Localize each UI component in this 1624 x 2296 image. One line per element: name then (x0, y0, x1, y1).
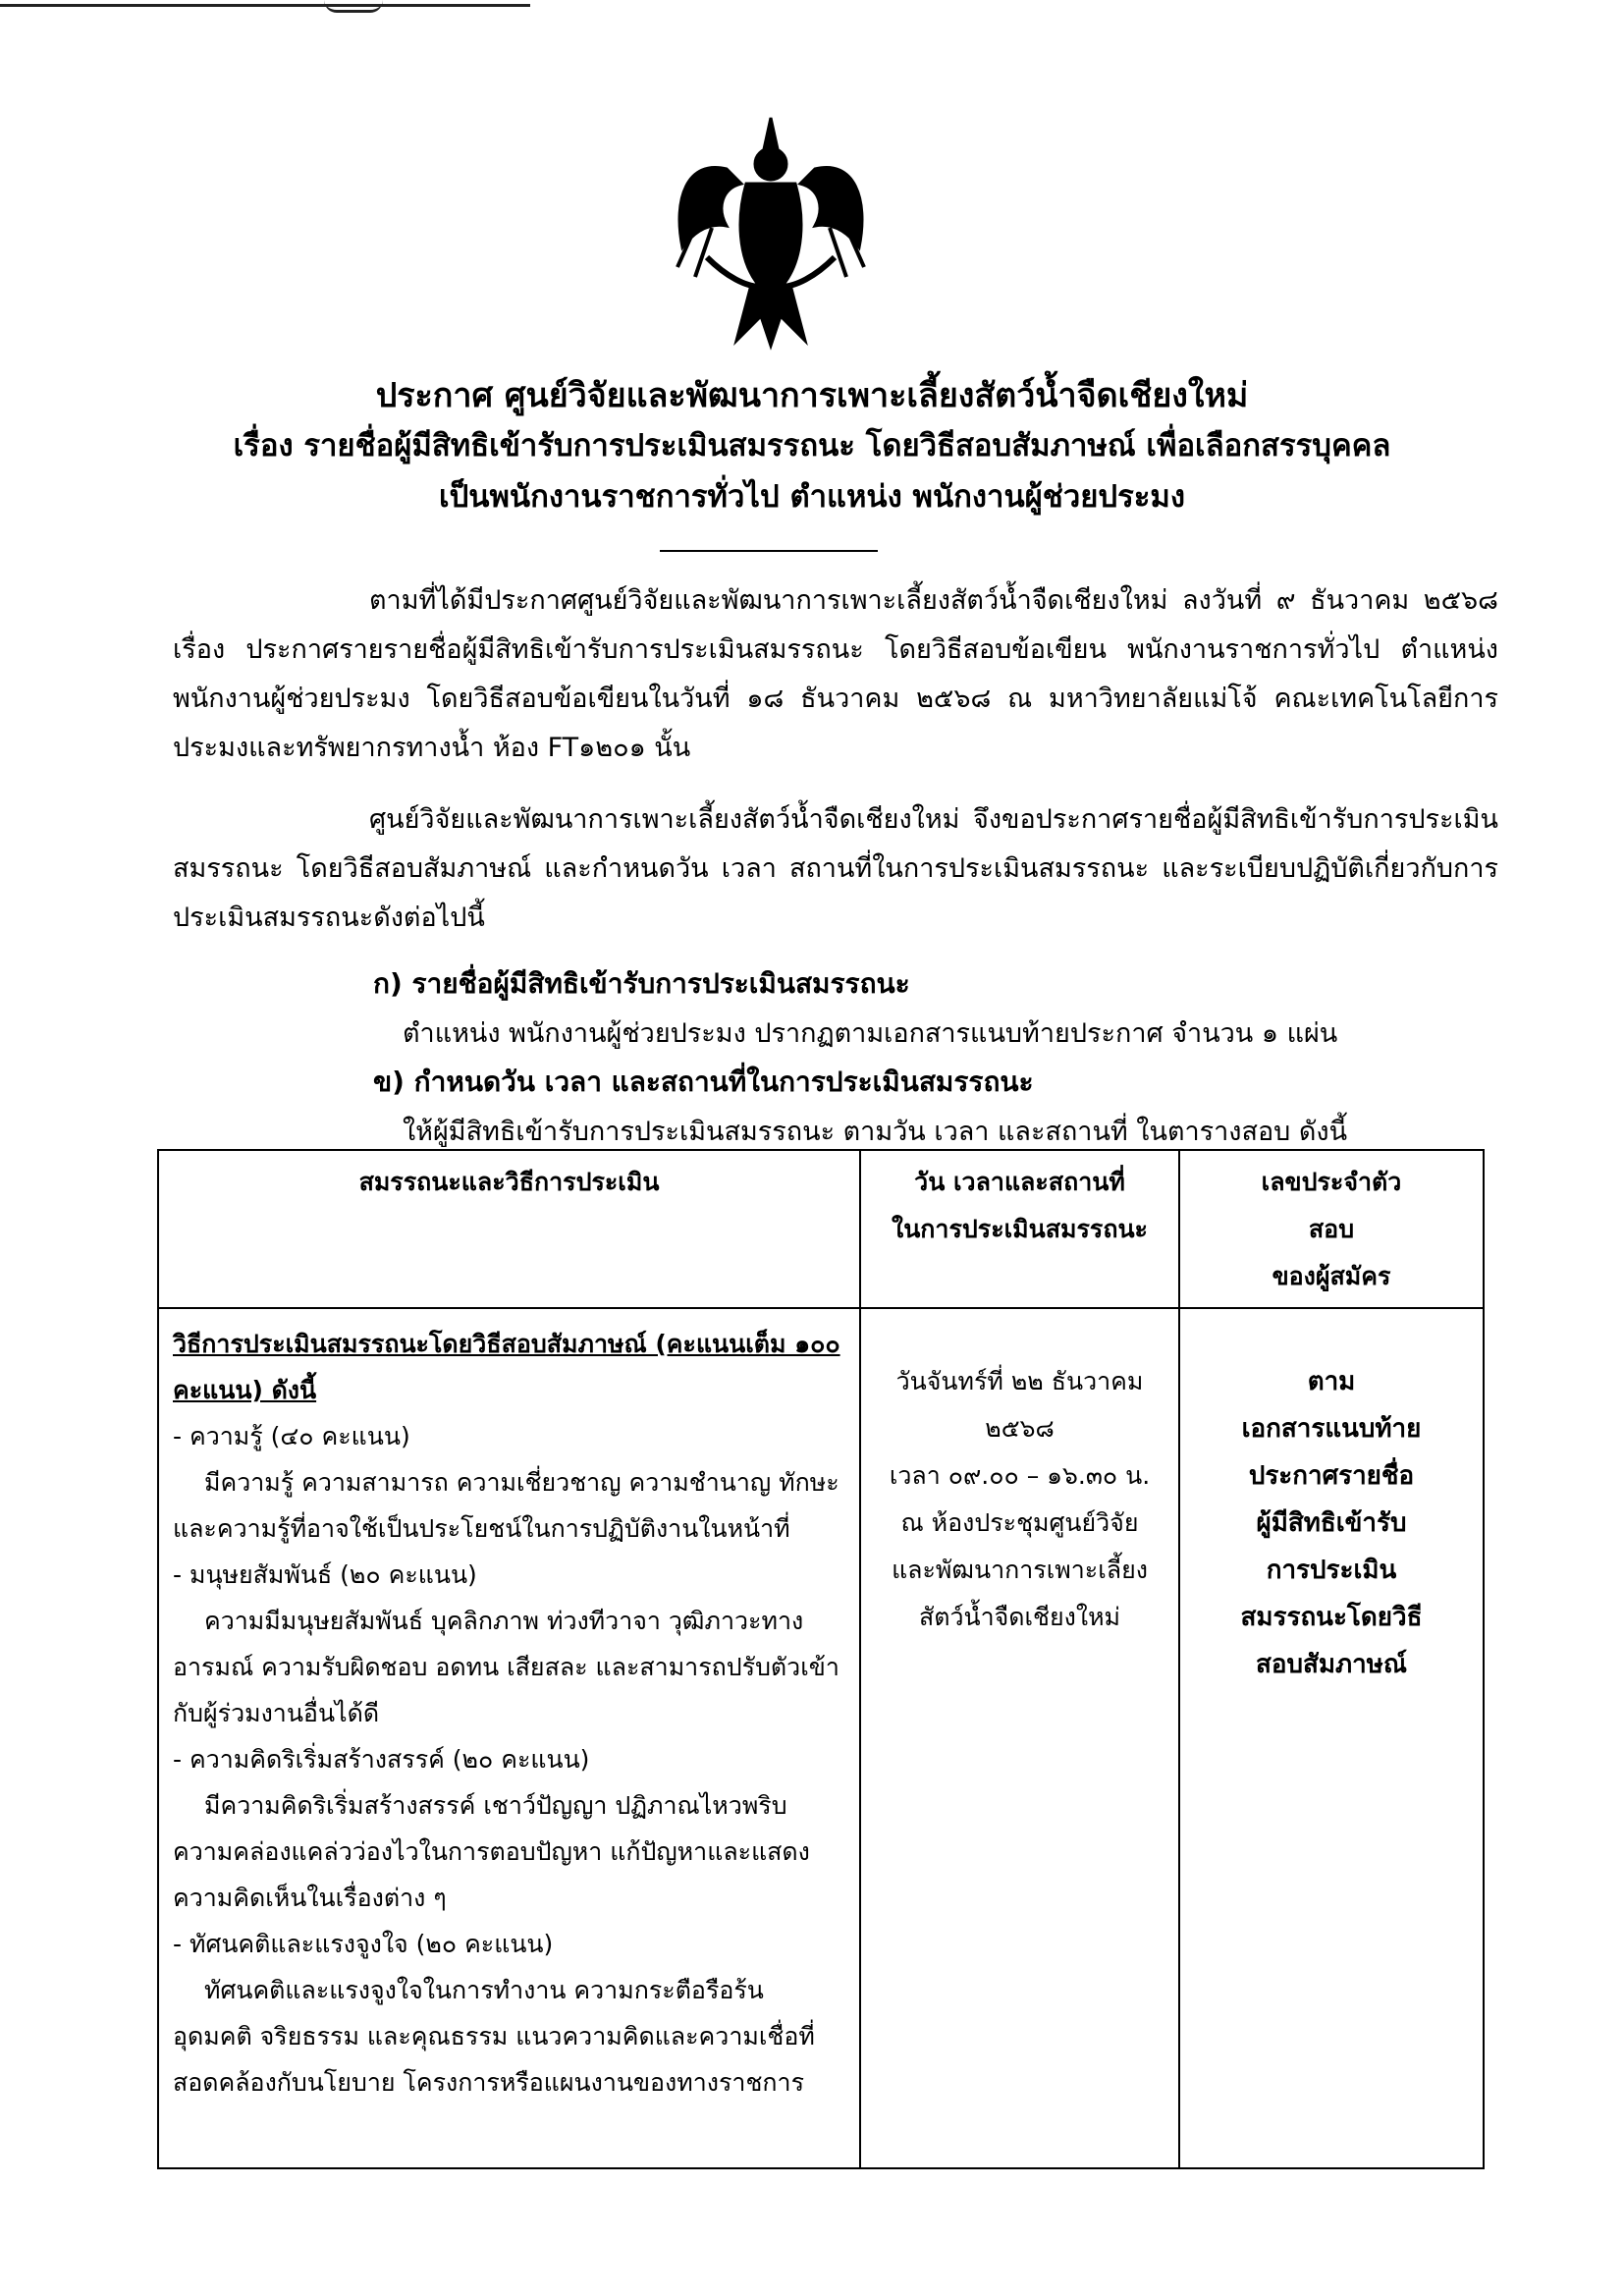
competency-cell (158, 1308, 860, 2168)
paragraph-announcement: ศูนย์วิจัยและพัฒนาการเพาะเลี้ยงสัตว์น้ำจืดเชียงใหม่ จึงขอประกาศรายชื่อผู้มีสิทธิเข้ารับการประเมินสมรรถนะ โดยวิธีสอบสัมภาษณ์ และกำหนดวัน เวลา สถานที่ในการประเมินสมรรถนะ และระเบียบปฏิบัติเกี่ยวกับการประเมินสมรรถนะดังต่อไปนี้ (173, 804, 1498, 933)
header-competency-label: สมรรถนะและวิธีการประเมิน (358, 1168, 660, 1196)
announcement-subject-line2: เป็นพนักงานราชการทั่วไป ตำแหน่ง พนักงานผู้ช่วยประมง (439, 479, 1185, 515)
paragraph-reference: ตามที่ได้มีประกาศศูนย์วิจัยและพัฒนาการเพาะเลี้ยงสัตว์น้ำจืดเชียงใหม่ ลงวันที่ ๙ ธันวาคม ๒๕๖๘ เรื่อง ประกาศรายรายชื่อผู้มีสิทธิเข้ารับการประเมินสมรรถนะ โดยวิธีสอบข้อเขียน พนักงานราชการทั่วไป ตำแหน่ง พนักงานผู้ช่วยประมง โดยวิธีสอบข้อเขียนในวันที่ ๑๘ ธันวาคม ๒๕๖๘ ณ มหาวิทยาลัยแม่โจ้ คณะเทคโนโลยีการประมงและทรัพยากรทางน้ำ ห้อง FT๑๒๐๑ นั้น (173, 585, 1498, 763)
candidate-ref-line: ตาม (1307, 1367, 1356, 1396)
criterion-desc: มีความคิดริเริ่มสร้างสรรค์ เชาว์ปัญญา ปฏิภาณไหวพริบ ความคล่องแคล่วว่องไวในการตอบปัญหา แก้ปัญหาและแสดงความคิดเห็นในเรื่องต่าง ๆ (173, 1791, 810, 1912)
method-title: วิธีการประเมินสมรรถนะโดยวิธีสอบสัมภาษณ์ (คะแนนเต็ม ๑๐๐ คะแนน) ดังนี้ (173, 1330, 840, 1404)
candidate-ref-line: สอบสัมภาษณ์ (1256, 1650, 1407, 1679)
criterion-title: - มนุษยสัมพันธ์ (๒๐ คะแนน) (173, 1560, 477, 1589)
announcement-title: ประกาศ ศูนย์วิจัยและพัฒนาการเพาะเลี้ยงสัตว์น้ำจืดเชียงใหม่ (375, 376, 1249, 415)
candidate-ref-line: ผู้มีสิทธิเข้ารับ (1256, 1508, 1407, 1538)
schedule-date: วันจันทร์ที่ ๒๒ ธันวาคม (895, 1367, 1144, 1395)
candidate-ref-line: สมรรถนะโดยวิธี (1240, 1603, 1423, 1632)
header-competency (158, 1150, 860, 1308)
table-header-row (158, 1150, 1484, 1308)
header-date-place-line2: ในการประเมินสมรรถนะ (892, 1215, 1148, 1243)
scan-edge-mark (324, 0, 383, 13)
garuda-emblem (668, 110, 874, 351)
header-candidate-id-line3: ของผู้สมัคร (1272, 1262, 1391, 1290)
candidate-ref-line: การประเมิน (1266, 1556, 1397, 1585)
title-divider (660, 550, 878, 552)
candidate-ref-line: ประกาศรายชื่อ (1248, 1461, 1415, 1491)
candidate-ref-cell (1179, 1308, 1484, 2168)
criterion-desc: ทัศนคติและแรงจูงใจในการทำงาน ความกระตือรือร้น อุดมคติ จริยธรรม และคุณธรรม แนวความคิดและความเชื่อที่สอดคล้องกับนโยบาย โครงการหรือแผนงานของทางราชการ (173, 1976, 815, 2097)
criterion-desc: ความมีมนุษยสัมพันธ์ บุคลิกภาพ ท่วงทีวาจา วุฒิภาวะทางอารมณ์ ความรับผิดชอบ อดทน เสียสละ และสามารถปรับตัวเข้ากับผู้ร่วมงานอื่นได้ดี (173, 1607, 839, 1727)
schedule-cell (860, 1308, 1179, 2168)
criterion-desc: มีความรู้ ความสามารถ ความเชี่ยวชาญ ความชำนาญ ทักษะ และความรู้ที่อาจใช้เป็นประโยชน์ในการปฏิบัติงานในหน้าที่ (173, 1468, 839, 1543)
section-a-body: ตำแหน่ง พนักงานผู้ช่วยประมง ปรากฏตามเอกสารแนบท้ายประกาศ จำนวน ๑ แผ่น (403, 1018, 1338, 1049)
section-b-title: ข) กำหนดวัน เวลา และสถานที่ในการประเมินสมรรถนะ (373, 1066, 1034, 1098)
header-candidate-id-line2: สอบ (1308, 1215, 1355, 1243)
criterion-title: - ความคิดริเริ่มสร้างสรรค์ (๒๐ คะแนน) (173, 1745, 590, 1774)
candidate-ref-line: เอกสารแนบท้าย (1241, 1414, 1422, 1444)
scan-edge-line (0, 4, 530, 7)
schedule-place-line3: สัตว์น้ำจืดเชียงใหม่ (918, 1603, 1121, 1631)
exam-schedule-table (157, 1149, 1485, 2169)
schedule-time: เวลา ๐๙.๐๐ – ๑๖.๓๐ น. (889, 1461, 1151, 1490)
schedule-place-line1: ณ ห้องประชุมศูนย์วิจัย (900, 1508, 1139, 1537)
schedule-place-line2: และพัฒนาการเพาะเลี้ยง (892, 1556, 1148, 1584)
criterion-title: - ความรู้ (๔๐ คะแนน) (173, 1422, 410, 1450)
section-b-body: ให้ผู้มีสิทธิเข้ารับการประเมินสมรรถนะ ตามวัน เวลา และสถานที่ ในตารางสอบ ดังนี้ (403, 1117, 1348, 1147)
header-date-place-line1: วัน เวลาและสถานที่ (914, 1168, 1125, 1196)
schedule-year: ๒๕๖๘ (985, 1414, 1055, 1443)
header-candidate-id (1179, 1150, 1484, 1308)
header-candidate-id-line1: เลขประจำตัว (1261, 1168, 1402, 1196)
criterion-title: - ทัศนคติและแรงจูงใจ (๒๐ คะแนน) (173, 1930, 554, 1958)
header-date-place (860, 1150, 1179, 1308)
table-row (158, 1308, 1484, 2168)
announcement-subject-line1: เรื่อง รายชื่อผู้มีสิทธิเข้ารับการประเมินสมรรถนะ โดยวิธีสอบสัมภาษณ์ เพื่อเลือกสรรบุคคล (233, 428, 1391, 464)
section-a-title: ก) รายชื่อผู้มีสิทธิเข้ารับการประเมินสมรรถนะ (373, 967, 910, 1000)
